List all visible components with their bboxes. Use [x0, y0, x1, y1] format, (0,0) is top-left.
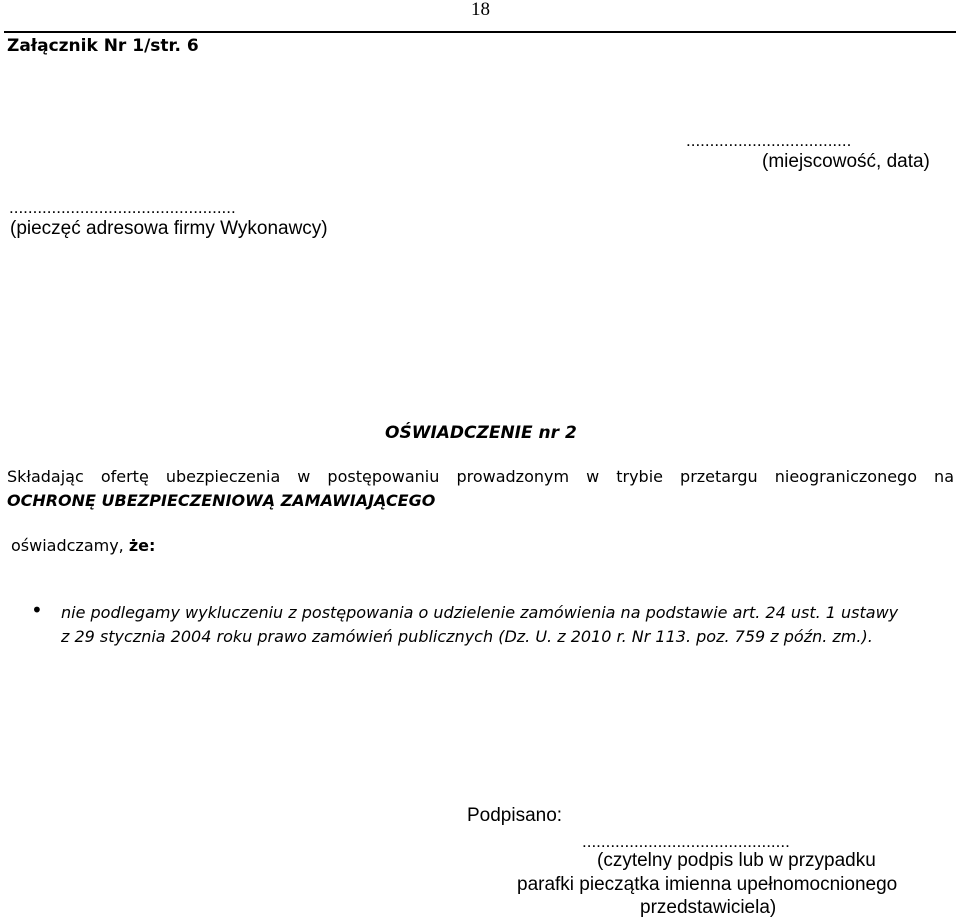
page-number: 18	[471, 0, 490, 20]
company-stamp-dots: ................................................	[9, 198, 236, 217]
place-date-dots: ...................................	[686, 131, 852, 150]
declaration-prefix: oświadczamy,	[11, 536, 129, 555]
signature-caption-line2: parafki pieczątka imienna upełnomocnionego	[517, 874, 898, 895]
statement-intro: Składając ofertę ubezpieczenia w postępowaniu prowadzonym w trybie przetargu nieograniczonego na	[7, 467, 954, 486]
declaration-bold: że:	[128, 536, 156, 555]
signed-label: Podpisano:	[467, 805, 563, 826]
bullet-icon: •	[31, 598, 43, 622]
statement-title: OŚWIADCZENIE nr 2	[385, 423, 577, 443]
signature-caption-line1: (czytelny podpis lub w przypadku	[597, 850, 876, 871]
header-divider	[4, 31, 956, 33]
place-date-label: (miejscowość, data)	[762, 151, 930, 172]
signature-dots: ............................................	[582, 832, 790, 851]
statement-subject: OCHRONĘ UBEZPIECZENIOWĄ ZAMAWIAJĄCEGO	[7, 491, 436, 510]
attachment-label: Załącznik Nr 1/str. 6	[7, 36, 199, 56]
signature-caption-line3: przedstawiciela)	[640, 897, 777, 918]
bullet-text-line1: nie podlegamy wykluczeniu z postępowania o udzielenie zamówienia na podstawie art. 24 ust. 1 ustawy	[61, 603, 899, 622]
declaration-line	[11, 536, 155, 555]
company-stamp-label: (pieczęć adresowa firmy Wykonawcy)	[10, 218, 328, 239]
bullet-text-line2: z 29 stycznia 2004 roku prawo zamówień publicznych (Dz. U. z 2010 r. Nr 113. poz. 759 z późn. zm.).	[61, 627, 873, 646]
